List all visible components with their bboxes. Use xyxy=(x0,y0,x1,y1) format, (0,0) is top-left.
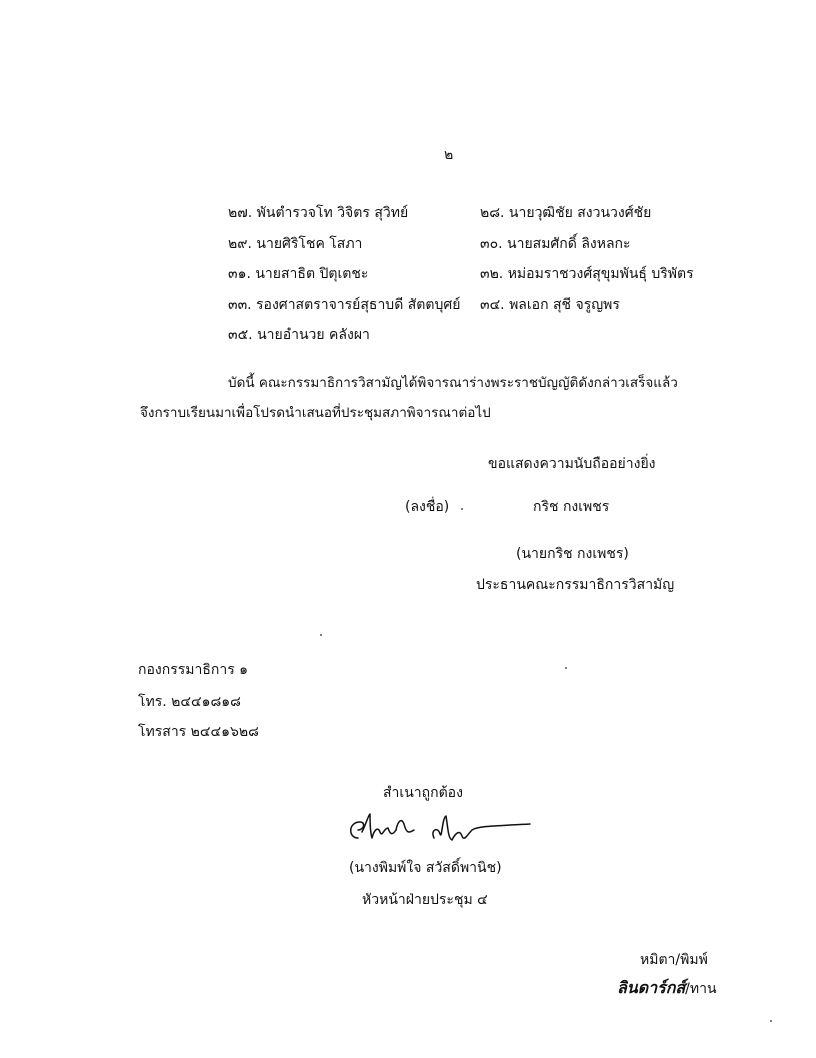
office-tel: โทร. ๒๔๔๑๘๑๘ xyxy=(138,694,241,710)
body-line-2: จึงกราบเรียนมาเพื่อโปรดนำเสนอที่ประชุมสภาพิจารณาต่อไป xyxy=(140,405,491,421)
member-entry: ๓๐. นายสมศักดิ์ ลิงหลกะ xyxy=(480,235,631,252)
scan-speck xyxy=(461,508,463,510)
office-division: กองกรรมาธิการ ๑ xyxy=(138,662,249,678)
member-row xyxy=(228,295,708,326)
member-row xyxy=(228,264,708,295)
member-entry: ๓๑. นายสาธิต ปิตุเตชะ xyxy=(228,266,369,282)
closing-greeting: ขอแสดงความนับถืออย่างยิ่ง xyxy=(488,456,656,472)
certified-name: (นางพิมพ์ใจ สวัสดิ์พานิช) xyxy=(349,860,502,876)
member-entry: ๒๙. นายศิริโชค โสภา xyxy=(228,235,363,252)
signed-name: กริช กงเพชร xyxy=(533,499,610,515)
member-row xyxy=(228,325,708,356)
body-line-1: บัดนี้ คณะกรรมาธิการวิสามัญได้พิจารณาร่างพระราชบัญญัติดังกล่าวเสร็จแล้ว xyxy=(228,375,678,391)
typed-by: หมิตา/พิมพ์ xyxy=(640,952,708,968)
handwritten-signature xyxy=(344,808,534,850)
member-entry: ๓๒. หม่อมราชวงศ์สุขุมพันธุ์ บริพัตร xyxy=(480,266,694,282)
signed-label: (ลงชื่อ) xyxy=(405,499,450,515)
page-number: ๒ xyxy=(444,147,454,163)
scan-speck xyxy=(770,1020,772,1022)
checker-suffix: /ทาน xyxy=(685,981,717,997)
certified-position: หัวหน้าฝ่ายประชุม ๔ xyxy=(362,892,488,908)
printed-name: (นายกริช กงเพชร) xyxy=(516,546,629,562)
member-entry: ๓๔. พลเอก สุชี จรูญพร xyxy=(480,296,620,313)
scan-speck xyxy=(320,634,322,636)
certified-label: สำเนาถูกต้อง xyxy=(383,785,463,801)
member-entry: ๓๕. นายอำนวย คลังผา xyxy=(228,327,370,343)
member-entry: ๒๗. พันตำรวจโท วิจิตร สุวิทย์ xyxy=(228,205,409,221)
committee-member-list xyxy=(228,203,708,356)
member-entry: ๓๓. รองศาสตราจารย์สุธาบดี สัตตบุศย์ xyxy=(228,296,461,313)
scan-speck xyxy=(565,667,567,669)
chair-position: ประธานคณะกรรมาธิการวิสามัญ xyxy=(476,577,675,593)
office-fax: โทรสาร ๒๔๔๑๖๒๘ xyxy=(138,724,259,740)
member-row xyxy=(228,203,708,234)
checker-initials-handwritten: ลินดาร์กส์ xyxy=(617,978,686,997)
member-row xyxy=(228,234,708,265)
member-entry: ๒๘. นายวุฒิชัย สงวนวงศ์ชัย xyxy=(480,205,652,221)
checker-initials xyxy=(617,977,717,1000)
